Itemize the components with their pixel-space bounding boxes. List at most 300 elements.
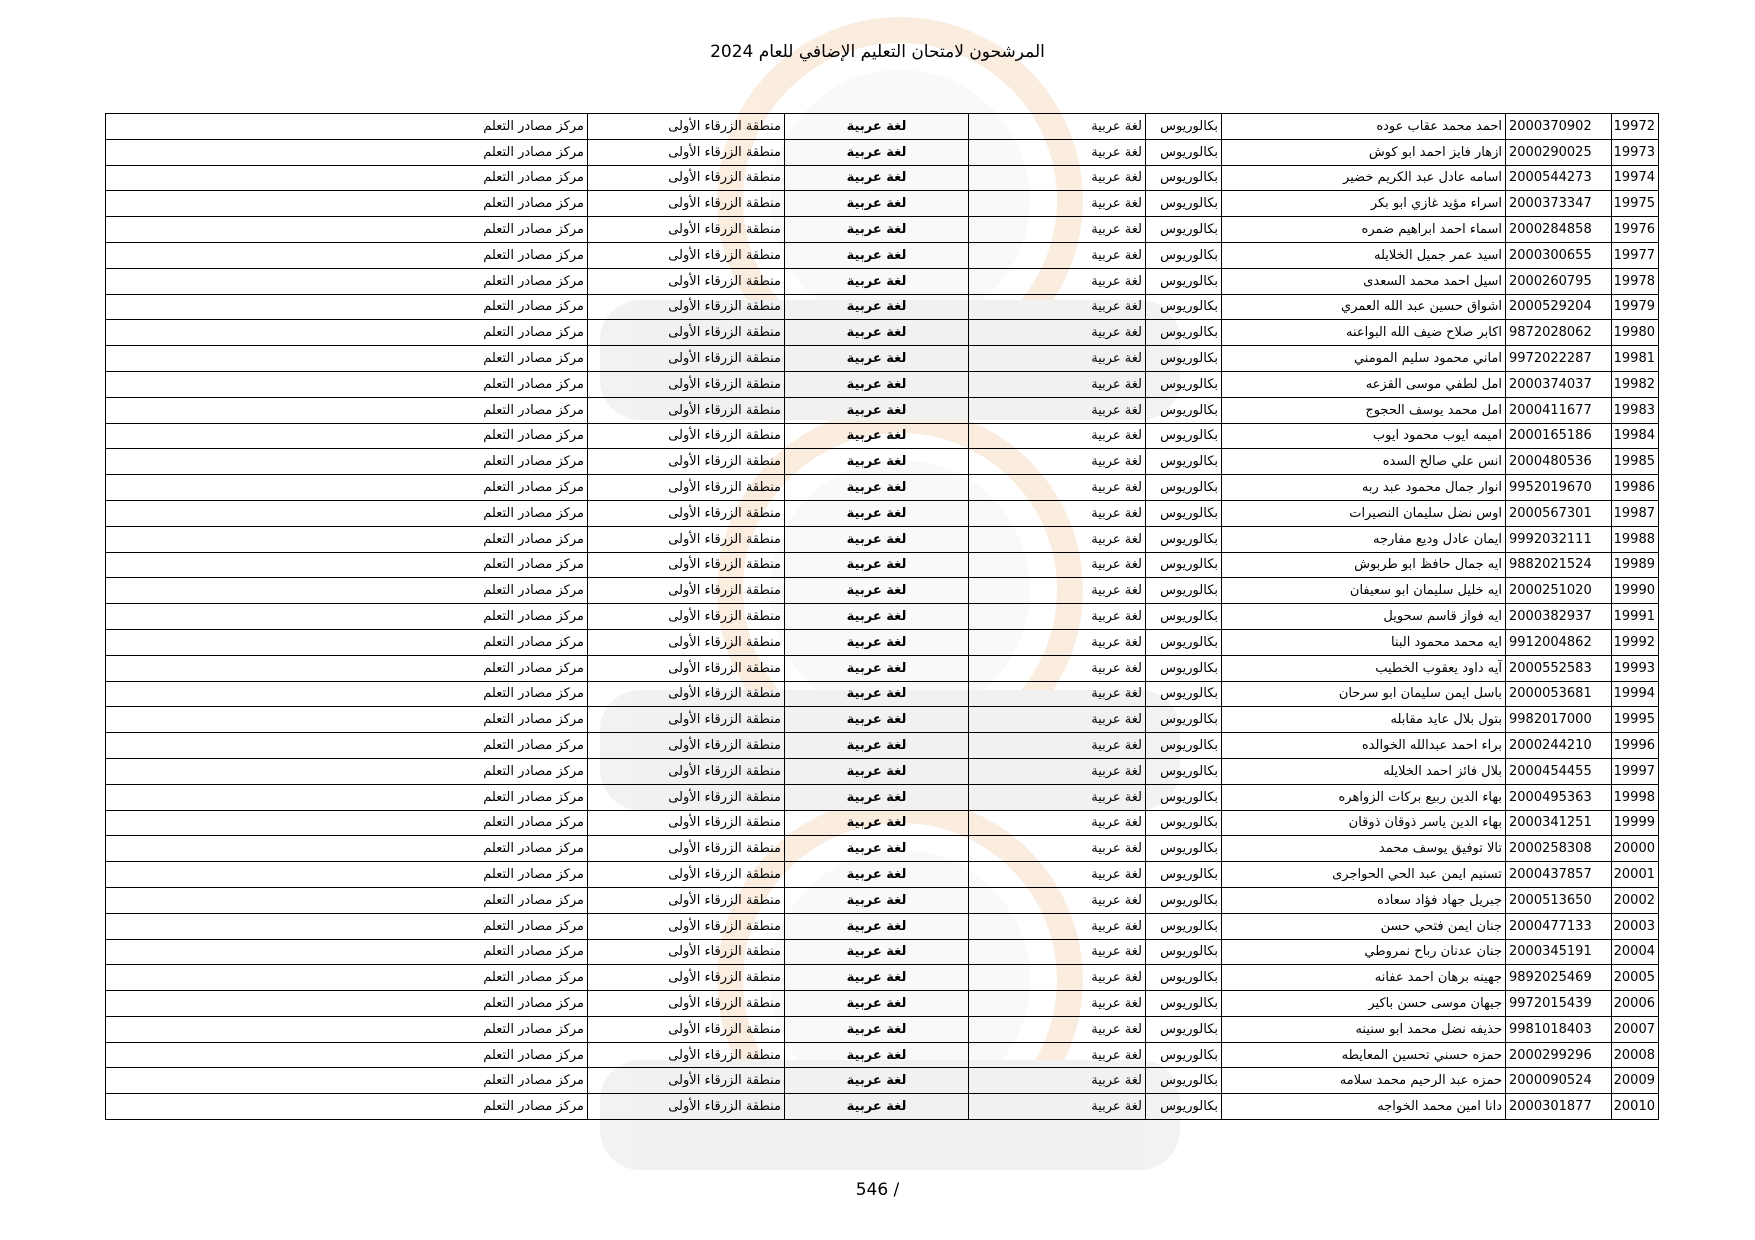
exam-center-cell: مركز مصادر التعلم xyxy=(106,1016,588,1042)
directorate-cell: منطقة الزرقاء الأولى xyxy=(588,758,785,784)
candidate-name-cell: حذيفه نضل محمد ابو سنينه xyxy=(1222,1016,1506,1042)
national-id-cell: 2000552583 xyxy=(1506,655,1612,681)
exam-center-cell: مركز مصادر التعلم xyxy=(106,217,588,243)
exam-subject-cell: لغة عربية xyxy=(785,887,969,913)
candidate-name-cell: جنان عدنان رباح نمروطي xyxy=(1222,939,1506,965)
national-id-cell: 2000290025 xyxy=(1506,139,1612,165)
exam-subject-cell: لغة عربية xyxy=(785,371,969,397)
specialization-cell: لغة عربية xyxy=(969,913,1146,939)
candidate-name-cell: حمزه حسني تحسين المعايطه xyxy=(1222,1042,1506,1068)
exam-center-cell: مركز مصادر التعلم xyxy=(106,1042,588,1068)
table-row xyxy=(106,1042,1659,1068)
national-id-cell: 2000341251 xyxy=(1506,810,1612,836)
degree-cell: بكالوريوس xyxy=(1146,913,1222,939)
candidate-name-cell: اشواق حسين عبد الله العمري xyxy=(1222,294,1506,320)
table-row xyxy=(106,939,1659,965)
exam-subject-cell: لغة عربية xyxy=(785,991,969,1017)
exam-subject-cell: لغة عربية xyxy=(785,1094,969,1120)
table-row xyxy=(106,1016,1659,1042)
exam-subject-cell: لغة عربية xyxy=(785,294,969,320)
exam-center-cell: مركز مصادر التعلم xyxy=(106,423,588,449)
candidate-name-cell: ازهار فايز احمد ابو كوش xyxy=(1222,139,1506,165)
degree-cell: بكالوريوس xyxy=(1146,165,1222,191)
degree-cell: بكالوريوس xyxy=(1146,423,1222,449)
candidate-name-cell: بلال فائز احمد الخلايله xyxy=(1222,758,1506,784)
table-row xyxy=(106,165,1659,191)
directorate-cell: منطقة الزرقاء الأولى xyxy=(588,991,785,1017)
directorate-cell: منطقة الزرقاء الأولى xyxy=(588,1068,785,1094)
national-id-cell: 9981018403 xyxy=(1506,1016,1612,1042)
seq-cell: 19995 xyxy=(1612,707,1659,733)
directorate-cell: منطقة الزرقاء الأولى xyxy=(588,268,785,294)
candidate-name-cell: امل لطفي موسى القزعه xyxy=(1222,371,1506,397)
degree-cell: بكالوريوس xyxy=(1146,862,1222,888)
exam-subject-cell: لغة عربية xyxy=(785,681,969,707)
table-row xyxy=(106,475,1659,501)
candidate-name-cell: جيهان موسى حسن باكير xyxy=(1222,991,1506,1017)
table-row xyxy=(106,991,1659,1017)
degree-cell: بكالوريوس xyxy=(1146,346,1222,372)
national-id-cell: 2000244210 xyxy=(1506,733,1612,759)
candidate-name-cell: تسنيم ايمن عبد الحي الحواجرى xyxy=(1222,862,1506,888)
directorate-cell: منطقة الزرقاء الأولى xyxy=(588,784,785,810)
degree-cell: بكالوريوس xyxy=(1146,242,1222,268)
table-row xyxy=(106,114,1659,140)
directorate-cell: منطقة الزرقاء الأولى xyxy=(588,707,785,733)
specialization-cell: لغة عربية xyxy=(969,165,1146,191)
national-id-cell: 9972022287 xyxy=(1506,346,1612,372)
candidates-table xyxy=(105,113,1659,1120)
candidate-name-cell: جهينه برهان احمد عفانه xyxy=(1222,965,1506,991)
exam-center-cell: مركز مصادر التعلم xyxy=(106,836,588,862)
table-row xyxy=(106,784,1659,810)
degree-cell: بكالوريوس xyxy=(1146,449,1222,475)
exam-center-cell: مركز مصادر التعلم xyxy=(106,913,588,939)
candidate-name-cell: امل محمد يوسف الحجوج xyxy=(1222,397,1506,423)
degree-cell: بكالوريوس xyxy=(1146,1016,1222,1042)
exam-center-cell: مركز مصادر التعلم xyxy=(106,758,588,784)
specialization-cell: لغة عربية xyxy=(969,552,1146,578)
degree-cell: بكالوريوس xyxy=(1146,887,1222,913)
seq-cell: 19998 xyxy=(1612,784,1659,810)
exam-center-cell: مركز مصادر التعلم xyxy=(106,707,588,733)
specialization-cell: لغة عربية xyxy=(969,965,1146,991)
directorate-cell: منطقة الزرقاء الأولى xyxy=(588,294,785,320)
exam-center-cell: مركز مصادر التعلم xyxy=(106,939,588,965)
degree-cell: بكالوريوس xyxy=(1146,526,1222,552)
seq-cell: 19975 xyxy=(1612,191,1659,217)
national-id-cell: 9992032111 xyxy=(1506,526,1612,552)
candidate-name-cell: بتول بلال عايد مقابله xyxy=(1222,707,1506,733)
exam-center-cell: مركز مصادر التعلم xyxy=(106,346,588,372)
national-id-cell: 2000382937 xyxy=(1506,604,1612,630)
specialization-cell: لغة عربية xyxy=(969,526,1146,552)
specialization-cell: لغة عربية xyxy=(969,139,1146,165)
specialization-cell: لغة عربية xyxy=(969,475,1146,501)
directorate-cell: منطقة الزرقاء الأولى xyxy=(588,862,785,888)
seq-cell: 20007 xyxy=(1612,1016,1659,1042)
directorate-cell: منطقة الزرقاء الأولى xyxy=(588,965,785,991)
seq-cell: 19996 xyxy=(1612,733,1659,759)
specialization-cell: لغة عربية xyxy=(969,991,1146,1017)
exam-subject-cell: لغة عربية xyxy=(785,965,969,991)
page-title: المرشحون لامتحان التعليم الإضافي للعام 2024 xyxy=(710,42,1045,62)
directorate-cell: منطقة الزرقاء الأولى xyxy=(588,681,785,707)
directorate-cell: منطقة الزرقاء الأولى xyxy=(588,1016,785,1042)
national-id-cell: 2000411677 xyxy=(1506,397,1612,423)
candidate-name-cell: ايه خليل سليمان ابو سعيفان xyxy=(1222,578,1506,604)
seq-cell: 19990 xyxy=(1612,578,1659,604)
degree-cell: بكالوريوس xyxy=(1146,217,1222,243)
degree-cell: بكالوريوس xyxy=(1146,758,1222,784)
exam-center-cell: مركز مصادر التعلم xyxy=(106,294,588,320)
candidate-name-cell: اسيد عمر جميل الخلايله xyxy=(1222,242,1506,268)
exam-subject-cell: لغة عربية xyxy=(785,165,969,191)
candidate-name-cell: باسل ايمن سليمان ابو سرحان xyxy=(1222,681,1506,707)
seq-cell: 20008 xyxy=(1612,1042,1659,1068)
exam-subject-cell: لغة عربية xyxy=(785,810,969,836)
exam-center-cell: مركز مصادر التعلم xyxy=(106,681,588,707)
degree-cell: بكالوريوس xyxy=(1146,604,1222,630)
specialization-cell: لغة عربية xyxy=(969,191,1146,217)
candidate-name-cell: اماني محمود سليم المومني xyxy=(1222,346,1506,372)
specialization-cell: لغة عربية xyxy=(969,242,1146,268)
exam-subject-cell: لغة عربية xyxy=(785,320,969,346)
candidate-name-cell: اكابر صلاح ضيف الله البواعنه xyxy=(1222,320,1506,346)
candidate-name-cell: بهاء الدين ربيع بركات الزواهره xyxy=(1222,784,1506,810)
seq-cell: 19987 xyxy=(1612,500,1659,526)
degree-cell: بكالوريوس xyxy=(1146,578,1222,604)
exam-subject-cell: لغة عربية xyxy=(785,655,969,681)
exam-subject-cell: لغة عربية xyxy=(785,1042,969,1068)
national-id-cell: 2000480536 xyxy=(1506,449,1612,475)
exam-subject-cell: لغة عربية xyxy=(785,268,969,294)
national-id-cell: 9952019670 xyxy=(1506,475,1612,501)
seq-cell: 20002 xyxy=(1612,887,1659,913)
seq-cell: 19984 xyxy=(1612,423,1659,449)
exam-center-cell: مركز مصادر التعلم xyxy=(106,629,588,655)
candidate-name-cell: ايه فواز قاسم سحويل xyxy=(1222,604,1506,630)
exam-subject-cell: لغة عربية xyxy=(785,862,969,888)
directorate-cell: منطقة الزرقاء الأولى xyxy=(588,500,785,526)
national-id-cell: 2000567301 xyxy=(1506,500,1612,526)
specialization-cell: لغة عربية xyxy=(969,1042,1146,1068)
specialization-cell: لغة عربية xyxy=(969,604,1146,630)
table-row xyxy=(106,500,1659,526)
candidate-name-cell: اميمه ايوب محمود ايوب xyxy=(1222,423,1506,449)
table-row xyxy=(106,733,1659,759)
candidate-name-cell: جبريل جهاد فؤاد سعاده xyxy=(1222,887,1506,913)
table-row xyxy=(106,397,1659,423)
national-id-cell: 9912004862 xyxy=(1506,629,1612,655)
table-row xyxy=(106,217,1659,243)
directorate-cell: منطقة الزرقاء الأولى xyxy=(588,887,785,913)
seq-cell: 20009 xyxy=(1612,1068,1659,1094)
specialization-cell: لغة عربية xyxy=(969,500,1146,526)
directorate-cell: منطقة الزرقاء الأولى xyxy=(588,423,785,449)
table-row xyxy=(106,887,1659,913)
candidate-name-cell: براء احمد عبدالله الخوالده xyxy=(1222,733,1506,759)
candidate-name-cell: دانا امين محمد الخواجه xyxy=(1222,1094,1506,1120)
specialization-cell: لغة عربية xyxy=(969,707,1146,733)
exam-center-cell: مركز مصادر التعلم xyxy=(106,191,588,217)
table-row xyxy=(106,681,1659,707)
seq-cell: 19979 xyxy=(1612,294,1659,320)
table-row xyxy=(106,862,1659,888)
specialization-cell: لغة عربية xyxy=(969,1068,1146,1094)
specialization-cell: لغة عربية xyxy=(969,1094,1146,1120)
national-id-cell: 2000284858 xyxy=(1506,217,1612,243)
candidate-name-cell: انوار جمال محمود عبد ربه xyxy=(1222,475,1506,501)
candidate-name-cell: اسماء احمد ابراهيم ضمره xyxy=(1222,217,1506,243)
candidate-name-cell: اسيل احمد محمد السعدى xyxy=(1222,268,1506,294)
exam-subject-cell: لغة عربية xyxy=(785,733,969,759)
exam-subject-cell: لغة عربية xyxy=(785,217,969,243)
national-id-cell: 2000299296 xyxy=(1506,1042,1612,1068)
national-id-cell: 2000373347 xyxy=(1506,191,1612,217)
specialization-cell: لغة عربية xyxy=(969,397,1146,423)
degree-cell: بكالوريوس xyxy=(1146,965,1222,991)
degree-cell: بكالوريوس xyxy=(1146,1042,1222,1068)
exam-subject-cell: لغة عربية xyxy=(785,939,969,965)
candidate-name-cell: اوس نضل سليمان النصيرات xyxy=(1222,500,1506,526)
candidate-name-cell: ايمان عادل وديع مفارجه xyxy=(1222,526,1506,552)
candidates-table-container xyxy=(105,113,1658,1120)
national-id-cell: 2000477133 xyxy=(1506,913,1612,939)
directorate-cell: منطقة الزرقاء الأولى xyxy=(588,139,785,165)
specialization-cell: لغة عربية xyxy=(969,862,1146,888)
directorate-cell: منطقة الزرقاء الأولى xyxy=(588,320,785,346)
degree-cell: بكالوريوس xyxy=(1146,629,1222,655)
degree-cell: بكالوريوس xyxy=(1146,371,1222,397)
specialization-cell: لغة عربية xyxy=(969,681,1146,707)
national-id-cell: 9972015439 xyxy=(1506,991,1612,1017)
degree-cell: بكالوريوس xyxy=(1146,139,1222,165)
exam-subject-cell: لغة عربية xyxy=(785,346,969,372)
degree-cell: بكالوريوس xyxy=(1146,836,1222,862)
table-row xyxy=(106,268,1659,294)
national-id-cell: 2000053681 xyxy=(1506,681,1612,707)
specialization-cell: لغة عربية xyxy=(969,320,1146,346)
national-id-cell: 2000495363 xyxy=(1506,784,1612,810)
candidate-name-cell: جنان ايمن فتحي حسن xyxy=(1222,913,1506,939)
exam-center-cell: مركز مصادر التعلم xyxy=(106,810,588,836)
exam-center-cell: مركز مصادر التعلم xyxy=(106,552,588,578)
directorate-cell: منطقة الزرقاء الأولى xyxy=(588,449,785,475)
exam-subject-cell: لغة عربية xyxy=(785,578,969,604)
table-row xyxy=(106,423,1659,449)
exam-subject-cell: لغة عربية xyxy=(785,500,969,526)
table-row xyxy=(106,346,1659,372)
exam-center-cell: مركز مصادر التعلم xyxy=(106,526,588,552)
seq-cell: 19986 xyxy=(1612,475,1659,501)
candidate-name-cell: تالا توفيق يوسف محمد xyxy=(1222,836,1506,862)
seq-cell: 20005 xyxy=(1612,965,1659,991)
specialization-cell: لغة عربية xyxy=(969,346,1146,372)
degree-cell: بكالوريوس xyxy=(1146,939,1222,965)
table-row xyxy=(106,913,1659,939)
candidate-name-cell: ايه محمد محمود البنا xyxy=(1222,629,1506,655)
exam-subject-cell: لغة عربية xyxy=(785,191,969,217)
directorate-cell: منطقة الزرقاء الأولى xyxy=(588,526,785,552)
specialization-cell: لغة عربية xyxy=(969,836,1146,862)
degree-cell: بكالوريوس xyxy=(1146,784,1222,810)
exam-center-cell: مركز مصادر التعلم xyxy=(106,965,588,991)
degree-cell: بكالوريوس xyxy=(1146,320,1222,346)
exam-center-cell: مركز مصادر التعلم xyxy=(106,1068,588,1094)
exam-subject-cell: لغة عربية xyxy=(785,913,969,939)
exam-center-cell: مركز مصادر التعلم xyxy=(106,397,588,423)
table-row xyxy=(106,294,1659,320)
table-row xyxy=(106,629,1659,655)
exam-subject-cell: لغة عربية xyxy=(785,526,969,552)
directorate-cell: منطقة الزرقاء الأولى xyxy=(588,397,785,423)
seq-cell: 19974 xyxy=(1612,165,1659,191)
national-id-cell: 2000370902 xyxy=(1506,114,1612,140)
specialization-cell: لغة عربية xyxy=(969,629,1146,655)
directorate-cell: منطقة الزرقاء الأولى xyxy=(588,165,785,191)
directorate-cell: منطقة الزرقاء الأولى xyxy=(588,191,785,217)
seq-cell: 19994 xyxy=(1612,681,1659,707)
table-row xyxy=(106,1068,1659,1094)
national-id-cell: 2000251020 xyxy=(1506,578,1612,604)
degree-cell: بكالوريوس xyxy=(1146,552,1222,578)
exam-subject-cell: لغة عربية xyxy=(785,397,969,423)
table-row xyxy=(106,1094,1659,1120)
degree-cell: بكالوريوس xyxy=(1146,681,1222,707)
national-id-cell: 2000260795 xyxy=(1506,268,1612,294)
directorate-cell: منطقة الزرقاء الأولى xyxy=(588,242,785,268)
directorate-cell: منطقة الزرقاء الأولى xyxy=(588,346,785,372)
exam-subject-cell: لغة عربية xyxy=(785,1068,969,1094)
directorate-cell: منطقة الزرقاء الأولى xyxy=(588,1042,785,1068)
exam-center-cell: مركز مصادر التعلم xyxy=(106,887,588,913)
seq-cell: 19981 xyxy=(1612,346,1659,372)
table-row xyxy=(106,552,1659,578)
exam-center-cell: مركز مصادر التعلم xyxy=(106,500,588,526)
exam-center-cell: مركز مصادر التعلم xyxy=(106,165,588,191)
degree-cell: بكالوريوس xyxy=(1146,991,1222,1017)
table-row xyxy=(106,758,1659,784)
table-row xyxy=(106,242,1659,268)
exam-subject-cell: لغة عربية xyxy=(785,604,969,630)
seq-cell: 19991 xyxy=(1612,604,1659,630)
seq-cell: 19982 xyxy=(1612,371,1659,397)
exam-center-cell: مركز مصادر التعلم xyxy=(106,114,588,140)
degree-cell: بكالوريوس xyxy=(1146,268,1222,294)
exam-subject-cell: لغة عربية xyxy=(785,1016,969,1042)
degree-cell: بكالوريوس xyxy=(1146,707,1222,733)
seq-cell: 19988 xyxy=(1612,526,1659,552)
seq-cell: 19983 xyxy=(1612,397,1659,423)
degree-cell: بكالوريوس xyxy=(1146,294,1222,320)
exam-center-cell: مركز مصادر التعلم xyxy=(106,320,588,346)
degree-cell: بكالوريوس xyxy=(1146,114,1222,140)
national-id-cell: 2000544273 xyxy=(1506,165,1612,191)
seq-cell: 19976 xyxy=(1612,217,1659,243)
national-id-cell: 2000374037 xyxy=(1506,371,1612,397)
seq-cell: 19992 xyxy=(1612,629,1659,655)
directorate-cell: منطقة الزرقاء الأولى xyxy=(588,836,785,862)
exam-subject-cell: لغة عربية xyxy=(785,629,969,655)
exam-subject-cell: لغة عربية xyxy=(785,784,969,810)
exam-center-cell: مركز مصادر التعلم xyxy=(106,242,588,268)
exam-center-cell: مركز مصادر التعلم xyxy=(106,268,588,294)
seq-cell: 20010 xyxy=(1612,1094,1659,1120)
exam-subject-cell: لغة عربية xyxy=(785,242,969,268)
seq-cell: 19972 xyxy=(1612,114,1659,140)
candidate-name-cell: آيه داود يعقوب الخطيب xyxy=(1222,655,1506,681)
national-id-cell: 9892025469 xyxy=(1506,965,1612,991)
table-row xyxy=(106,449,1659,475)
exam-subject-cell: لغة عربية xyxy=(785,449,969,475)
table-row xyxy=(106,320,1659,346)
directorate-cell: منطقة الزرقاء الأولى xyxy=(588,733,785,759)
seq-cell: 19985 xyxy=(1612,449,1659,475)
directorate-cell: منطقة الزرقاء الأولى xyxy=(588,913,785,939)
directorate-cell: منطقة الزرقاء الأولى xyxy=(588,629,785,655)
page-number: 546 / xyxy=(855,1180,900,1200)
degree-cell: بكالوريوس xyxy=(1146,810,1222,836)
table-row xyxy=(106,191,1659,217)
exam-subject-cell: لغة عربية xyxy=(785,139,969,165)
seq-cell: 19978 xyxy=(1612,268,1659,294)
exam-center-cell: مركز مصادر التعلم xyxy=(106,578,588,604)
exam-center-cell: مركز مصادر التعلم xyxy=(106,991,588,1017)
degree-cell: بكالوريوس xyxy=(1146,655,1222,681)
exam-subject-cell: لغة عربية xyxy=(785,423,969,449)
exam-center-cell: مركز مصادر التعلم xyxy=(106,1094,588,1120)
specialization-cell: لغة عربية xyxy=(969,810,1146,836)
directorate-cell: منطقة الزرقاء الأولى xyxy=(588,655,785,681)
exam-center-cell: مركز مصادر التعلم xyxy=(106,139,588,165)
seq-cell: 19989 xyxy=(1612,552,1659,578)
seq-cell: 19997 xyxy=(1612,758,1659,784)
specialization-cell: لغة عربية xyxy=(969,371,1146,397)
degree-cell: بكالوريوس xyxy=(1146,397,1222,423)
candidate-name-cell: احمد محمد عقاب عوده xyxy=(1222,114,1506,140)
specialization-cell: لغة عربية xyxy=(969,733,1146,759)
specialization-cell: لغة عربية xyxy=(969,423,1146,449)
table-row xyxy=(106,578,1659,604)
national-id-cell: 2000529204 xyxy=(1506,294,1612,320)
candidate-name-cell: انس علي صالح السده xyxy=(1222,449,1506,475)
seq-cell: 19980 xyxy=(1612,320,1659,346)
national-id-cell: 2000090524 xyxy=(1506,1068,1612,1094)
table-row xyxy=(106,810,1659,836)
national-id-cell: 9982017000 xyxy=(1506,707,1612,733)
candidate-name-cell: بهاء الدين ياسر ذوقان ذوقان xyxy=(1222,810,1506,836)
table-row xyxy=(106,707,1659,733)
directorate-cell: منطقة الزرقاء الأولى xyxy=(588,552,785,578)
exam-subject-cell: لغة عربية xyxy=(785,475,969,501)
exam-center-cell: مركز مصادر التعلم xyxy=(106,604,588,630)
specialization-cell: لغة عربية xyxy=(969,268,1146,294)
specialization-cell: لغة عربية xyxy=(969,1016,1146,1042)
degree-cell: بكالوريوس xyxy=(1146,500,1222,526)
candidate-name-cell: اسامه عادل عبد الكريم خضير xyxy=(1222,165,1506,191)
national-id-cell: 2000437857 xyxy=(1506,862,1612,888)
seq-cell: 20001 xyxy=(1612,862,1659,888)
exam-subject-cell: لغة عربية xyxy=(785,836,969,862)
directorate-cell: منطقة الزرقاء الأولى xyxy=(588,578,785,604)
seq-cell: 19973 xyxy=(1612,139,1659,165)
national-id-cell: 2000258308 xyxy=(1506,836,1612,862)
national-id-cell: 9882021524 xyxy=(1506,552,1612,578)
exam-center-cell: مركز مصادر التعلم xyxy=(106,733,588,759)
exam-center-cell: مركز مصادر التعلم xyxy=(106,475,588,501)
degree-cell: بكالوريوس xyxy=(1146,475,1222,501)
